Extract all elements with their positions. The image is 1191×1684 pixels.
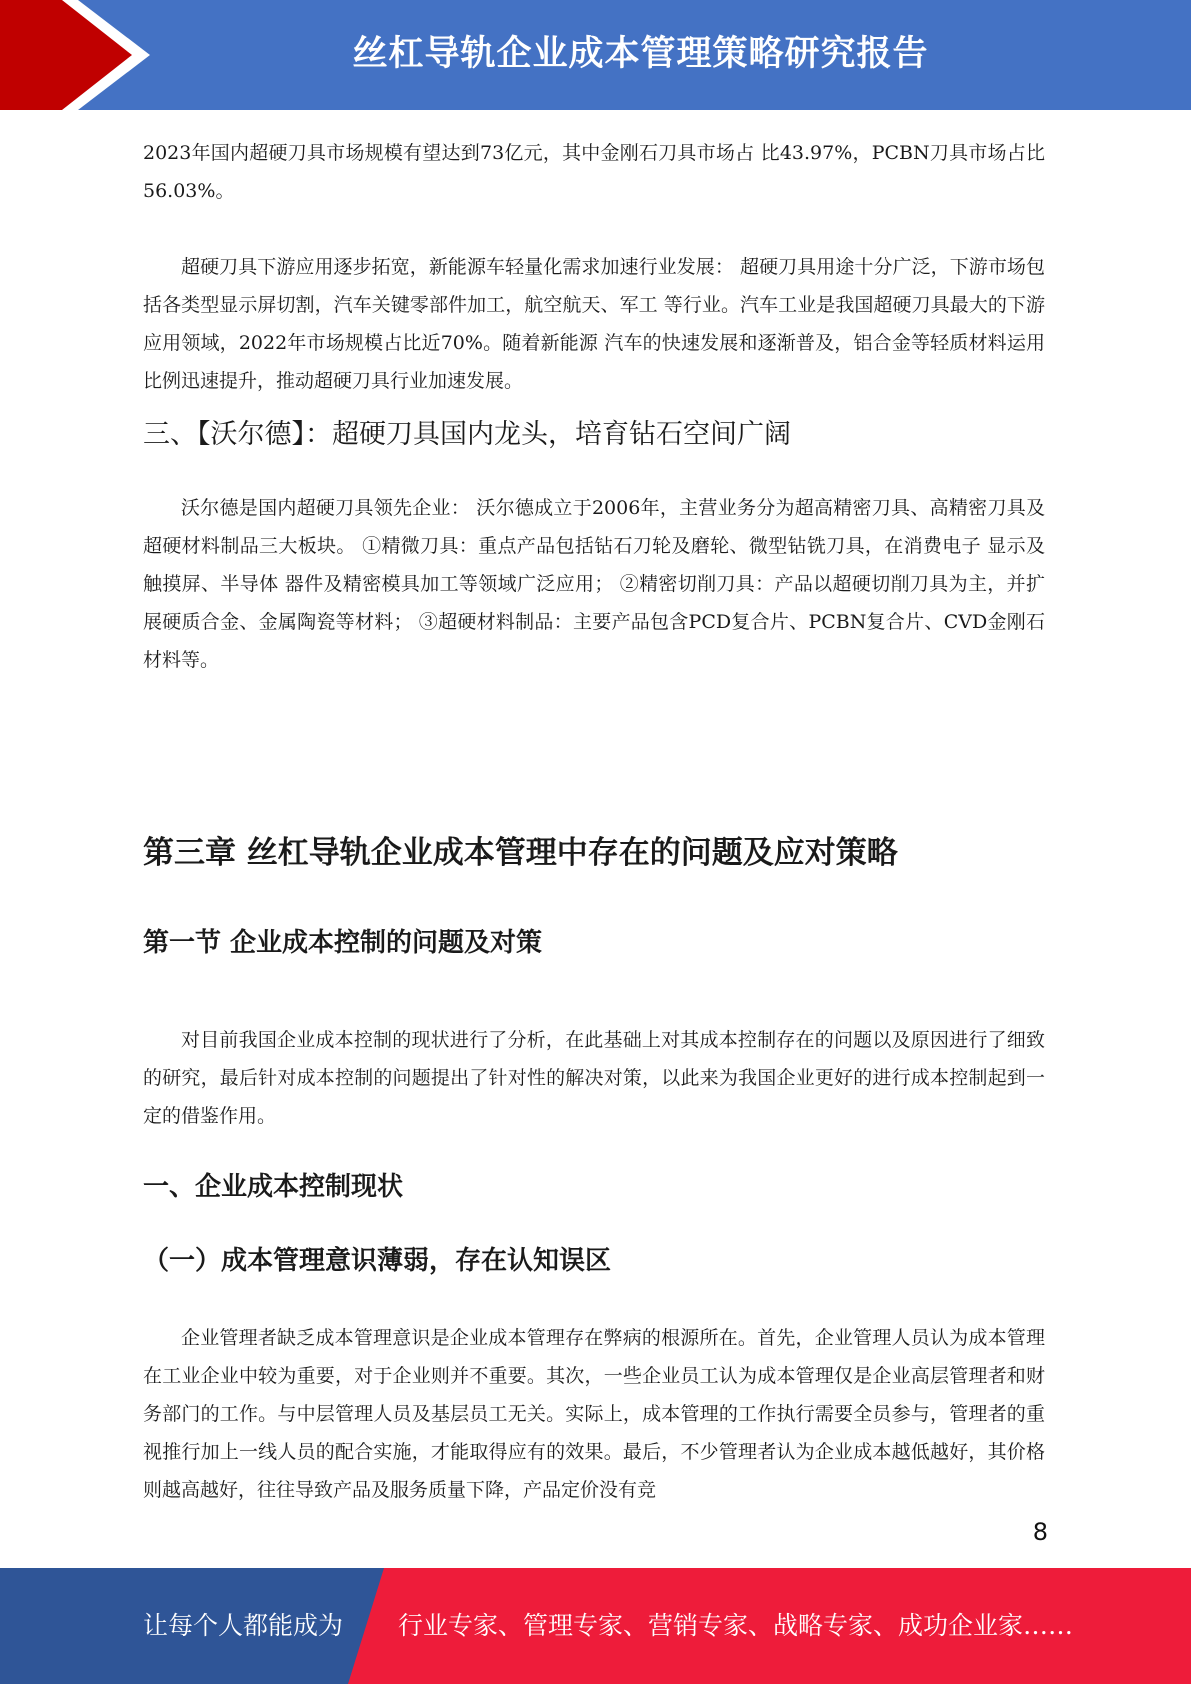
heading-cost-awareness: （一）成本管理意识薄弱，存在认知误区	[143, 1246, 612, 1276]
chapter-title: 第三章 丝杠导轨企业成本管理中存在的问题及应对策略	[143, 835, 898, 871]
footer-slogan-right: 行业专家、管理专家、营销专家、战略专家、成功企业家……	[398, 1611, 1074, 1640]
paragraph-company-overview: 沃尔德是国内超硬刀具领先企业： 沃尔德成立于2006年，主营业务分为超高精密刀具、高精密刀具及超硬材料制品三大板块。 ①精微刀具：重点产品包括钻石刀轮及磨轮、微型钻铣刀具，在消费电子 显示及触摸屏、半导体 器件及精密模具加工等领域广泛应用； ②精密切削刀具：产品以超硬切削刀具为主，并扩展硬质合金、金属陶瓷等材料； ③超硬材料制品：主要产品包含PCD复合片、PCBN复合片、CVD金刚石材料等。	[143, 497, 1045, 671]
footer-slogan-left: 让每个人都能成为	[143, 1611, 344, 1640]
paragraph-downstream-applications: 超硬刀具下游应用逐步拓宽，新能源车轻量化需求加速行业发展： 超硬刀具用途十分广泛，下游市场包括各类型显示屏切割，汽车关键零部件加工，航空航天、军工 等行业。汽车工业是我国超硬刀具最大的下游应用领域，2022年市场规模占比近70%。随着新能源 汽车的快速发展和逐渐普及，铝合金等轻质材料运用比例迅速提升，推动超硬刀具行业加速发展。	[143, 256, 1045, 392]
heading-cost-control-status: 一、企业成本控制现状	[143, 1172, 404, 1202]
page-number: 8	[1032, 1518, 1048, 1546]
header-title: 丝杠导轨企业成本管理策略研究报告	[352, 34, 929, 74]
page-header	[0, 0, 1191, 110]
paragraph-market-size: 2023年国内超硬刀具市场规模有望达到73亿元，其中金刚石刀具市场占 比43.97%，PCBN刀具市场占比56.03%。	[143, 142, 1045, 202]
section-title: 第一节 企业成本控制的问题及对策	[143, 928, 543, 958]
subheading-company-profile: 三、【沃尔德】：超硬刀具国内龙头，培育钻石空间广阔	[143, 419, 791, 450]
page-content	[143, 134, 1045, 1509]
paragraph-section-intro: 对目前我国企业成本控制的现状进行了分析，在此基础上对其成本控制存在的问题以及原因进行了细致的研究，最后针对成本控制的问题提出了针对性的解决对策，以此来为我国企业更好的进行成本控制起到一定的借鉴作用。	[143, 1029, 1045, 1127]
paragraph-cost-awareness: 企业管理者缺乏成本管理意识是企业成本管理存在弊病的根源所在。首先，企业管理人员认为成本管理在工业企业中较为重要，对于企业则并不重要。其次，一些企业员工认为成本管理仅是企业高层管理者和财务部门的工作。与中层管理人员及基层员工无关。实际上，成本管理的工作执行需要全员参与，管理者的重视推行加上一线人员的配合实施，才能取得应有的效果。最后，不少管理者认为企业成本越低越好，其价格则越高越好，往往导致产品及服务质量下降，产品定价没有竞	[143, 1327, 1045, 1501]
page-footer	[0, 1568, 1191, 1684]
